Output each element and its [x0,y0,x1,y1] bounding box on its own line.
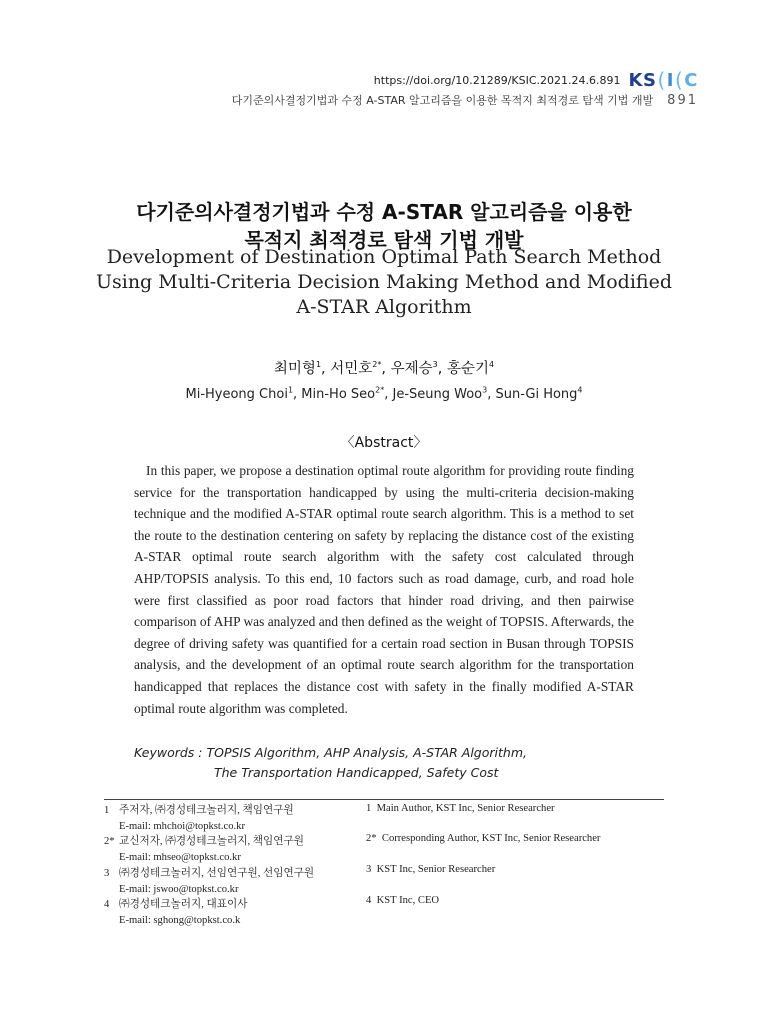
author-ko-sep: , [381,361,391,377]
author-en-sup: 3 [482,385,488,395]
doi-link[interactable]: https://doi.org/10.21289/KSIC.2021.24.6.891 [373,73,621,87]
running-header [232,92,698,108]
footnote-text: Main Author, KST Inc, Senior Researcher [376,803,555,814]
footnote-en [366,864,495,875]
author-ko-name: 서민호 [330,361,373,377]
author-en-sup: 1 [287,385,294,395]
author-ko-name: 우제승 [390,361,433,377]
author-en-sep: , [487,387,496,402]
footnote-email: E-mail: mhchoi@topkst.co.kr [119,820,245,832]
author-en-name: Sun-Gi Hong [495,387,578,402]
footnote-number: 1 [104,805,110,816]
author-ko-sup: 4 [488,360,495,370]
authors-ko [0,357,768,378]
abstract-body [134,460,634,719]
footnote-email: E-mail: sghong@topkst.co.k [119,914,241,926]
footnote-en [366,895,439,906]
page-number: 891 [667,93,698,108]
footnote-number: 2* [104,836,115,848]
footnote-number: 3 [366,864,372,875]
author-ko-sep: , [321,361,331,377]
footnotes-ko [104,803,354,929]
footnote-ko [104,866,354,897]
footnote-number: 4 [104,899,110,911]
ksic-logo: K S ( I ( C [628,68,698,92]
abstract-heading: 〈Abstract〉 [340,435,428,451]
keywords-label: Keywords : [134,745,207,760]
footnote-en [366,803,555,814]
title-ko-line2: 목적지 최적경로 탐색 기법 개발 [244,228,524,252]
authors-en [0,387,768,402]
author-en-name: Min-Ho Seo [301,387,376,402]
footnote-number: 2* [366,833,377,844]
title-en-line1: Development of Destination Optimal Path Search Method [106,246,662,268]
footnote-email: E-mail: mhseo@topkst.co.kr [119,852,241,864]
author-en-name: Mi-Hyeong Choi [185,387,288,402]
footnote-ko [104,803,354,834]
running-title: 다기준의사결정기법과 수정 A-STAR 알고리즘을 이용한 목적지 최적경로 탐색 기법 개발 [231,94,654,107]
author-en-sep: , [384,387,393,402]
footnote-en [366,833,600,844]
footnote-number: 3 [104,867,110,879]
footnote-text: Corresponding Author, KST Inc, Senior Researcher [381,833,601,844]
author-en-sup: 2* [375,385,385,395]
title-en-line3: A-STAR Algorithm [296,296,472,318]
author-en-sup: 4 [577,385,583,395]
footnote-ko [104,834,354,865]
footnote-affiliation: 교신저자, ㈜경성테크놀러지, 책임연구원 [119,836,304,848]
author-ko-sup: 2* [372,360,382,370]
title-en-line2: Using Multi-Criteria Decision Making Method and Modified [95,271,673,293]
footnote-text: KST Inc, CEO [376,895,440,906]
author-ko-sep: , [437,361,447,377]
author-ko-name: 최미형 [273,361,316,377]
author-ko-name: 홍순기 [446,361,489,377]
footnote-number: 4 [366,895,372,906]
keywords [134,743,654,783]
abstract-text: In this paper, we propose a destination optimal route algorithm for providing route finding service for the transportation handicapped by using the multi-criteria decision-making technique and the modified A-STAR optimal route search algorithm. This is a method to set the route to the destination centering on safety by replacing the distance cost of the existing A-STAR optimal route search algorithm with the safety cost calculated through AHP/TOPSIS analysis. To this end, 10 factors such as road damage, curb, and road hole were first classified as poor road factors that hinder road driving, and then pairwise comparison of AHP was analyzed and then defined as the weight of TOPSIS. Afterwards, the degree of driving safety was quantified for a certain road section in Busan through TOPSIS analysis, and the development of an optimal route search algorithm for the transportation handicapped that replaces the distance cost with safety in the finally modified A-STAR optimal route algorithm was completed. [134,463,634,716]
footnote-number: 1 [366,803,372,814]
footnote-affiliation: ㈜경성테크놀러지, 대표이사 [119,899,248,911]
doi-row [374,68,698,92]
author-en-name: Je-Seung Woo [392,387,483,402]
footnote-text: KST Inc, Senior Researcher [376,864,496,875]
keywords-line2: The Transportation Handicapped, Safety Cost [214,765,499,780]
author-ko-sup: 3 [432,360,438,370]
keywords-line1: TOPSIS Algorithm, AHP Analysis, A-STAR Algorithm, [206,745,527,760]
footnote-email: E-mail: jswoo@topkst.co.kr [119,883,239,895]
author-ko-sup: 1 [315,360,322,370]
footnote-affiliation: ㈜경성테크놀러지, 선임연구원, 선임연구원 [119,867,315,879]
author-en-sep: , [293,387,302,402]
title-ko-line1: 다기준의사결정기법과 수정 A-STAR 알고리즘을 이용한 [136,200,632,224]
footnote-ko [104,897,354,928]
footnote-affiliation: 주저자, ㈜경성테크놀러지, 책임연구원 [119,805,294,816]
footnote-divider [104,799,664,800]
